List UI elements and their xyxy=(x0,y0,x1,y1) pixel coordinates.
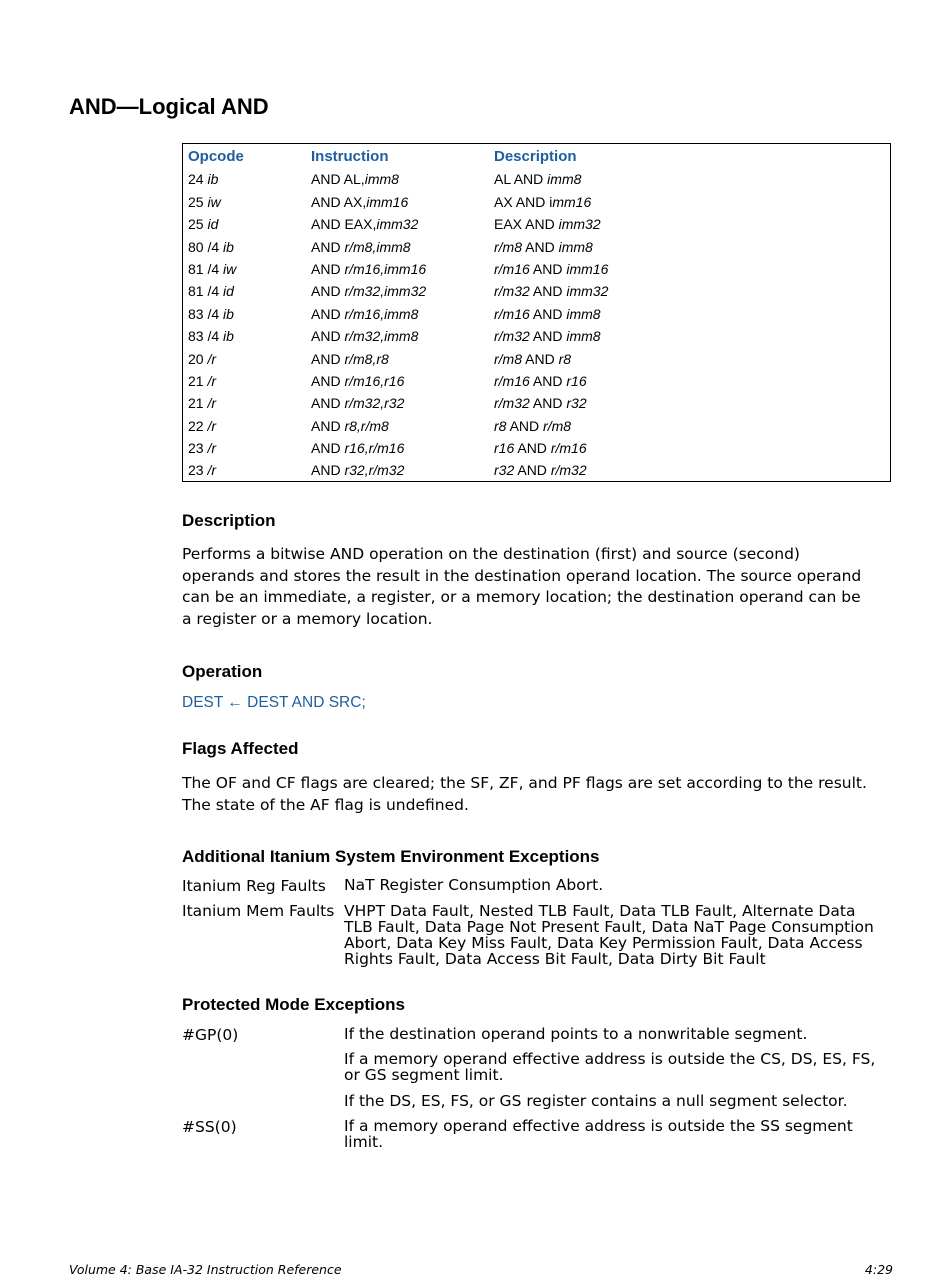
header-opcode: Opcode xyxy=(188,148,244,165)
description-text xyxy=(182,544,894,630)
cell-text: AND xyxy=(311,238,345,255)
table-row xyxy=(183,325,890,347)
itanium-reg-text: NaT Register Consumption Abort. xyxy=(344,876,604,894)
table-row xyxy=(183,191,890,213)
cell-text: r/m8 xyxy=(494,238,522,255)
gp-text-2-line: or GS segment limit. xyxy=(344,1066,504,1084)
row-description xyxy=(494,258,890,280)
cell-text: r/m8,imm8 xyxy=(344,238,411,255)
table-row xyxy=(183,370,890,392)
cell-text: iw xyxy=(207,193,221,210)
header-description: Description xyxy=(494,148,577,165)
cell-text: AND xyxy=(529,305,567,322)
cell-text: r/m32,imm8 xyxy=(344,328,419,345)
cell-text: r/m8 xyxy=(543,417,572,434)
cell-text: r/m16 xyxy=(494,305,530,322)
row-opcode xyxy=(183,370,311,392)
row-opcode xyxy=(183,415,311,437)
itanium-mem-line: VHPT Data Fault, Nested TLB Fault, Data TLB Fault, Alternate Data xyxy=(344,902,856,920)
row-opcode xyxy=(183,191,311,213)
row-instruction xyxy=(311,459,494,481)
cell-text: AL AND xyxy=(494,171,548,188)
cell-text: r/m32,r32 xyxy=(344,395,405,412)
cell-text: AND xyxy=(311,328,345,345)
ss-text-line: If a memory operand effective address is outside the SS segment xyxy=(344,1117,853,1135)
cell-text: 21 xyxy=(188,395,208,412)
gp-text-2 xyxy=(344,1051,894,1083)
cell-text: r/m16 xyxy=(494,260,530,277)
cell-text: imm8 xyxy=(364,171,399,188)
table-row xyxy=(183,303,890,325)
cell-text: imm8 xyxy=(566,305,601,322)
row-instruction xyxy=(311,437,494,459)
cell-text: 20 xyxy=(188,350,208,367)
cell-text: r/m8,r8 xyxy=(344,350,389,367)
row-instruction xyxy=(311,325,494,347)
cell-text: r16,r/m16 xyxy=(344,440,405,457)
row-instruction xyxy=(311,370,494,392)
table-row xyxy=(183,280,890,302)
cell-text: AND xyxy=(311,462,345,479)
row-description xyxy=(494,370,890,392)
cell-text: r32 xyxy=(494,462,515,479)
cell-text: AND xyxy=(311,372,345,389)
cell-text: AND xyxy=(529,283,567,300)
table-row xyxy=(183,392,890,414)
footer-page-number: 4:29 xyxy=(864,1262,893,1277)
description-line: a register or a memory location. xyxy=(182,609,433,628)
row-description xyxy=(494,280,890,302)
itanium-mem-line: TLB Fault, Data Page Not Present Fault, Data NaT Page Consumption xyxy=(344,918,874,936)
cell-text: AND xyxy=(311,417,345,434)
row-description xyxy=(494,392,890,414)
cell-text: r32,r/m32 xyxy=(344,462,405,479)
row-description xyxy=(494,236,890,258)
cell-text: r8,r/m8 xyxy=(344,417,389,434)
row-instruction xyxy=(311,392,494,414)
cell-text: AND xyxy=(529,328,567,345)
table-row xyxy=(183,437,890,459)
cell-text: r16 xyxy=(566,372,587,389)
ss-text-line: limit. xyxy=(344,1133,384,1151)
cell-text: ib xyxy=(223,238,234,255)
cell-text: id xyxy=(207,216,219,233)
cell-text: imm32 xyxy=(558,216,601,233)
cell-text: r16 xyxy=(494,440,515,457)
cell-text: 25 xyxy=(188,216,208,233)
table-row xyxy=(183,348,890,370)
row-description xyxy=(494,191,890,213)
cell-text: /r xyxy=(207,350,217,367)
cell-text: imm16 xyxy=(566,260,609,277)
table-header-row xyxy=(183,146,890,168)
cell-text: AND xyxy=(514,440,551,457)
cell-text: r/m32,imm32 xyxy=(344,283,427,300)
table-row xyxy=(183,213,890,235)
row-description xyxy=(494,303,890,325)
cell-text: AND AX, xyxy=(311,193,367,210)
itanium-mem-label: Itanium Mem Faults xyxy=(182,902,335,920)
cell-text: AND xyxy=(529,260,567,277)
row-instruction xyxy=(311,348,494,370)
cell-text: AND xyxy=(506,417,544,434)
row-instruction xyxy=(311,236,494,258)
cell-text: AND xyxy=(514,462,551,479)
cell-text: /r xyxy=(207,395,217,412)
description-line: operands and stores the result in the destination operand location. The source operand xyxy=(182,566,862,585)
itanium-mem-line: Rights Fault, Data Access Bit Fault, Data Dirty Bit Fault xyxy=(344,950,766,968)
row-opcode xyxy=(183,348,311,370)
cell-text: iw xyxy=(223,260,237,277)
itanium-heading: Additional Itanium System Environment Exceptions xyxy=(182,847,600,866)
cell-text: imm16 xyxy=(366,193,409,210)
cell-text: AND xyxy=(529,372,567,389)
cell-text: AND xyxy=(311,440,345,457)
gp-text-3: If the DS, ES, FS, or GS register contains a null segment selector. xyxy=(344,1092,848,1110)
row-description xyxy=(494,213,890,235)
row-instruction xyxy=(311,303,494,325)
cell-text: 81 /4 xyxy=(188,283,224,300)
operation-code: DEST ← DEST AND SRC; xyxy=(182,694,366,711)
flags-heading: Flags Affected xyxy=(182,739,299,758)
row-description xyxy=(494,415,890,437)
description-line: Performs a bitwise AND operation on the destination (first) and source (second) xyxy=(182,545,800,563)
row-instruction xyxy=(311,280,494,302)
cell-text: r/m32 xyxy=(494,395,530,412)
row-instruction xyxy=(311,191,494,213)
row-opcode xyxy=(183,236,311,258)
cell-text: r32 xyxy=(566,395,587,412)
itanium-mem-text xyxy=(344,903,894,967)
gp-text-2-line: If a memory operand effective address is outside the CS, DS, ES, FS, xyxy=(344,1050,876,1068)
cell-text: /r xyxy=(207,372,217,389)
cell-text: AX AND i xyxy=(494,193,553,210)
cell-text: /r xyxy=(207,417,217,434)
cell-text: 80 /4 xyxy=(188,238,224,255)
description-heading: Description xyxy=(182,511,276,530)
table-row xyxy=(183,236,890,258)
cell-text: EAX AND xyxy=(494,216,559,233)
cell-text: r/m8 xyxy=(494,350,522,367)
row-instruction xyxy=(311,258,494,280)
row-opcode xyxy=(183,459,311,481)
cell-text: ib xyxy=(223,328,234,345)
cell-text: AND AL, xyxy=(311,171,365,188)
cell-text: r8 xyxy=(558,350,572,367)
itanium-mem-line: Abort, Data Key Miss Fault, Data Key Permission Fault, Data Access xyxy=(344,934,863,952)
page-title: AND—Logical AND xyxy=(69,94,269,119)
itanium-reg-label: Itanium Reg Faults xyxy=(182,877,326,895)
cell-text: imm8 xyxy=(558,238,593,255)
row-opcode xyxy=(183,437,311,459)
row-opcode xyxy=(183,303,311,325)
cell-text: 21 xyxy=(188,372,208,389)
opcode-table xyxy=(182,143,891,482)
row-opcode xyxy=(183,168,311,190)
row-description xyxy=(494,459,890,481)
cell-text: AND xyxy=(522,238,559,255)
gp-label: #GP(0) xyxy=(182,1026,239,1044)
cell-text: 83 /4 xyxy=(188,328,224,345)
cell-text: /r xyxy=(207,440,217,457)
cell-text: r/m16 xyxy=(550,440,587,457)
table-row xyxy=(183,415,890,437)
cell-text: r8 xyxy=(494,417,507,434)
cell-text: 22 xyxy=(188,417,208,434)
description-line: can be an immediate, a register, or a memory location; the destination operand can be xyxy=(182,588,861,606)
row-opcode xyxy=(183,392,311,414)
cell-text: 23 xyxy=(188,440,208,457)
cell-text: r/m16,imm8 xyxy=(344,305,419,322)
cell-text: 25 xyxy=(188,193,208,210)
cell-text: imm8 xyxy=(566,328,601,345)
cell-text: mm16 xyxy=(552,193,592,210)
row-description xyxy=(494,168,890,190)
cell-text: 24 xyxy=(188,171,208,188)
row-description xyxy=(494,348,890,370)
cell-text: AND xyxy=(311,350,345,367)
cell-text: 81 /4 xyxy=(188,260,224,277)
footer-title: Volume 4: Base IA-32 Instruction Reference xyxy=(69,1262,342,1277)
cell-text: imm32 xyxy=(376,216,419,233)
cell-text: r/m32 xyxy=(494,283,530,300)
ss-text xyxy=(344,1118,894,1150)
cell-text: AND xyxy=(311,395,345,412)
cell-text: imm8 xyxy=(547,171,582,188)
table-body xyxy=(183,168,890,481)
flags-text xyxy=(182,773,894,816)
operation-heading: Operation xyxy=(182,662,263,681)
ss-label: #SS(0) xyxy=(182,1118,237,1136)
cell-text: id xyxy=(223,283,234,300)
table-row xyxy=(183,258,890,280)
row-instruction xyxy=(311,415,494,437)
cell-text: r/m32 xyxy=(550,462,587,479)
cell-text: ib xyxy=(223,305,234,322)
row-opcode xyxy=(183,213,311,235)
cell-text: ib xyxy=(207,171,219,188)
cell-text: AND xyxy=(311,260,345,277)
cell-text: 23 xyxy=(188,462,208,479)
cell-text: r/m16,imm16 xyxy=(344,260,427,277)
row-opcode xyxy=(183,280,311,302)
cell-text: r/m16,r16 xyxy=(344,372,405,389)
cell-text: r/m32 xyxy=(494,328,530,345)
cell-text: /r xyxy=(207,462,217,479)
row-opcode xyxy=(183,258,311,280)
cell-text: AND xyxy=(529,395,567,412)
header-instruction: Instruction xyxy=(311,148,389,165)
flags-line: The OF and CF flags are cleared; the SF, ZF, and PF flags are set according to the result. xyxy=(182,774,867,792)
cell-text: AND xyxy=(311,305,345,322)
cell-text: AND xyxy=(522,350,559,367)
cell-text: AND EAX, xyxy=(311,216,377,233)
row-instruction xyxy=(311,168,494,190)
protected-heading: Protected Mode Exceptions xyxy=(182,995,405,1014)
row-description xyxy=(494,437,890,459)
table-row xyxy=(183,168,890,190)
row-instruction xyxy=(311,213,494,235)
row-opcode xyxy=(183,325,311,347)
row-description xyxy=(494,325,890,347)
table-row xyxy=(183,459,890,481)
cell-text: 83 /4 xyxy=(188,305,224,322)
cell-text: AND xyxy=(311,283,345,300)
gp-text-1: If the destination operand points to a nonwritable segment. xyxy=(344,1025,808,1043)
cell-text: imm32 xyxy=(566,283,609,300)
cell-text: r/m16 xyxy=(494,372,530,389)
flags-line: The state of the AF flag is undefined. xyxy=(182,795,469,814)
